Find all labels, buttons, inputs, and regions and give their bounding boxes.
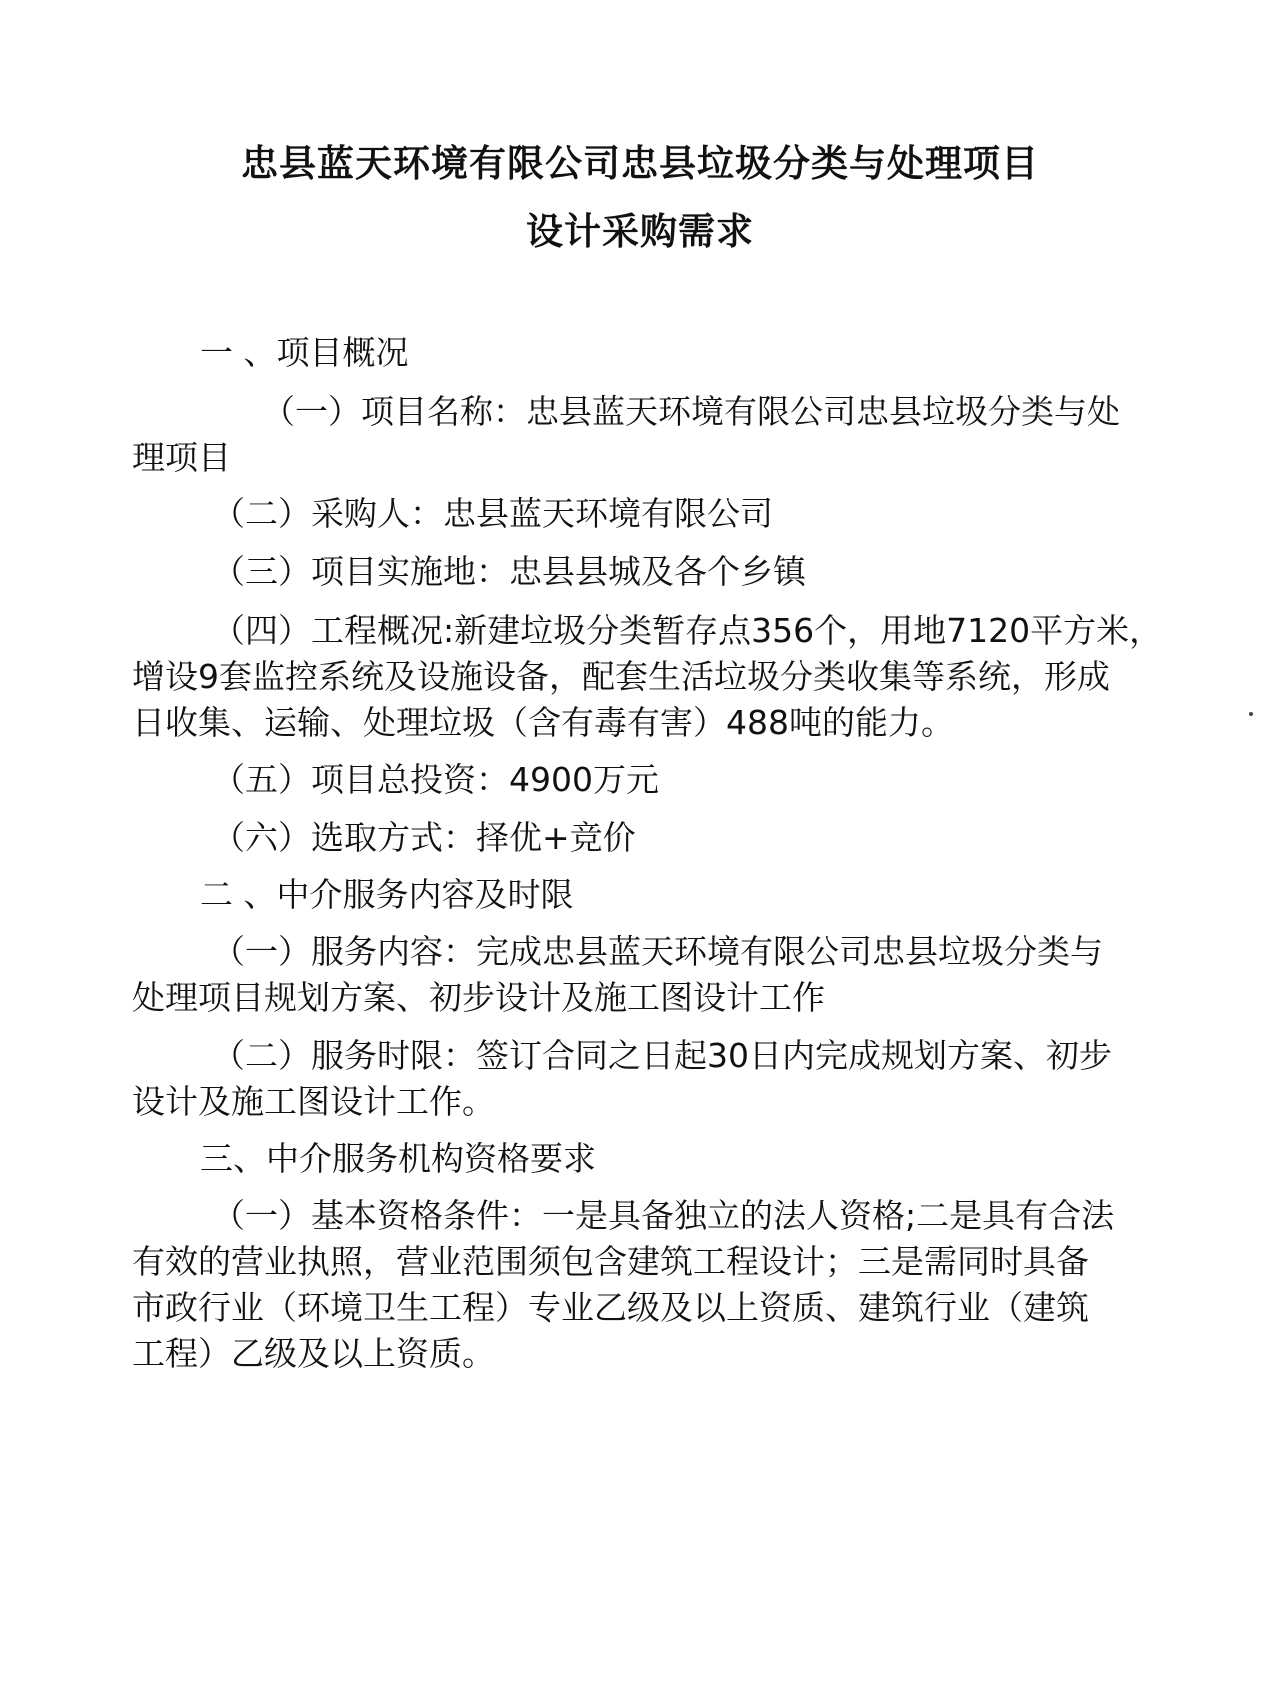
- paragraph-line: （三）项目实施地：忠县县城及各个乡镇: [212, 552, 806, 591]
- paragraph-line: 设计及施工图设计工作。: [132, 1082, 495, 1121]
- paragraph-line: （一）服务内容：完成忠县蓝天环境有限公司忠县垃圾分类与: [212, 932, 1103, 971]
- section-heading-2: 二 、中介服务内容及时限: [200, 875, 574, 914]
- paragraph-line: （二）采购人：忠县蓝天环境有限公司: [212, 494, 773, 533]
- scan-speck: [1249, 712, 1253, 716]
- paragraph-line: （二）服务时限：签订合同之日起30日内完成规划方案、初步: [212, 1036, 1112, 1075]
- paragraph-line: （一）项目名称：忠县蓝天环境有限公司忠县垃圾分类与处: [262, 392, 1120, 431]
- paragraph-line: （四）工程概况:新建垃圾分类暂存点356个，用地7120平方米，: [212, 611, 1163, 650]
- paragraph-line: 工程）乙级及以上资质。: [132, 1334, 495, 1373]
- paragraph-line: 市政行业（环境卫生工程）专业乙级及以上资质、建筑行业（建筑: [132, 1288, 1089, 1327]
- paragraph-line: 增设9套监控系统及设施设备，配套生活垃圾分类收集等系统，形成: [132, 657, 1110, 696]
- section-heading-3: 三、中介服务机构资格要求: [200, 1139, 596, 1178]
- paragraph-line: 有效的营业执照，营业范围须包含建筑工程设计；三是需同时具备: [132, 1242, 1089, 1281]
- section-heading-1: 一 、项目概况: [200, 333, 409, 372]
- paragraph-line: （五）项目总投资：4900万元: [212, 760, 659, 799]
- paragraph-line: 处理项目规划方案、初步设计及施工图设计工作: [132, 978, 825, 1017]
- document-title-line-1: 忠县蓝天环境有限公司忠县垃圾分类与处理项目: [241, 142, 1039, 185]
- paragraph-line: 日收集、运输、处理垃圾（含有毒有害）488吨的能力。: [132, 703, 954, 742]
- paragraph-line: （一）基本资格条件：一是具备独立的法人资格;二是具有合法: [212, 1196, 1115, 1235]
- paragraph-line: （六）选取方式：择优+竞价: [212, 818, 636, 857]
- paragraph-line: 理项目: [132, 438, 231, 477]
- document-title-line-2: 设计采购需求: [526, 210, 754, 253]
